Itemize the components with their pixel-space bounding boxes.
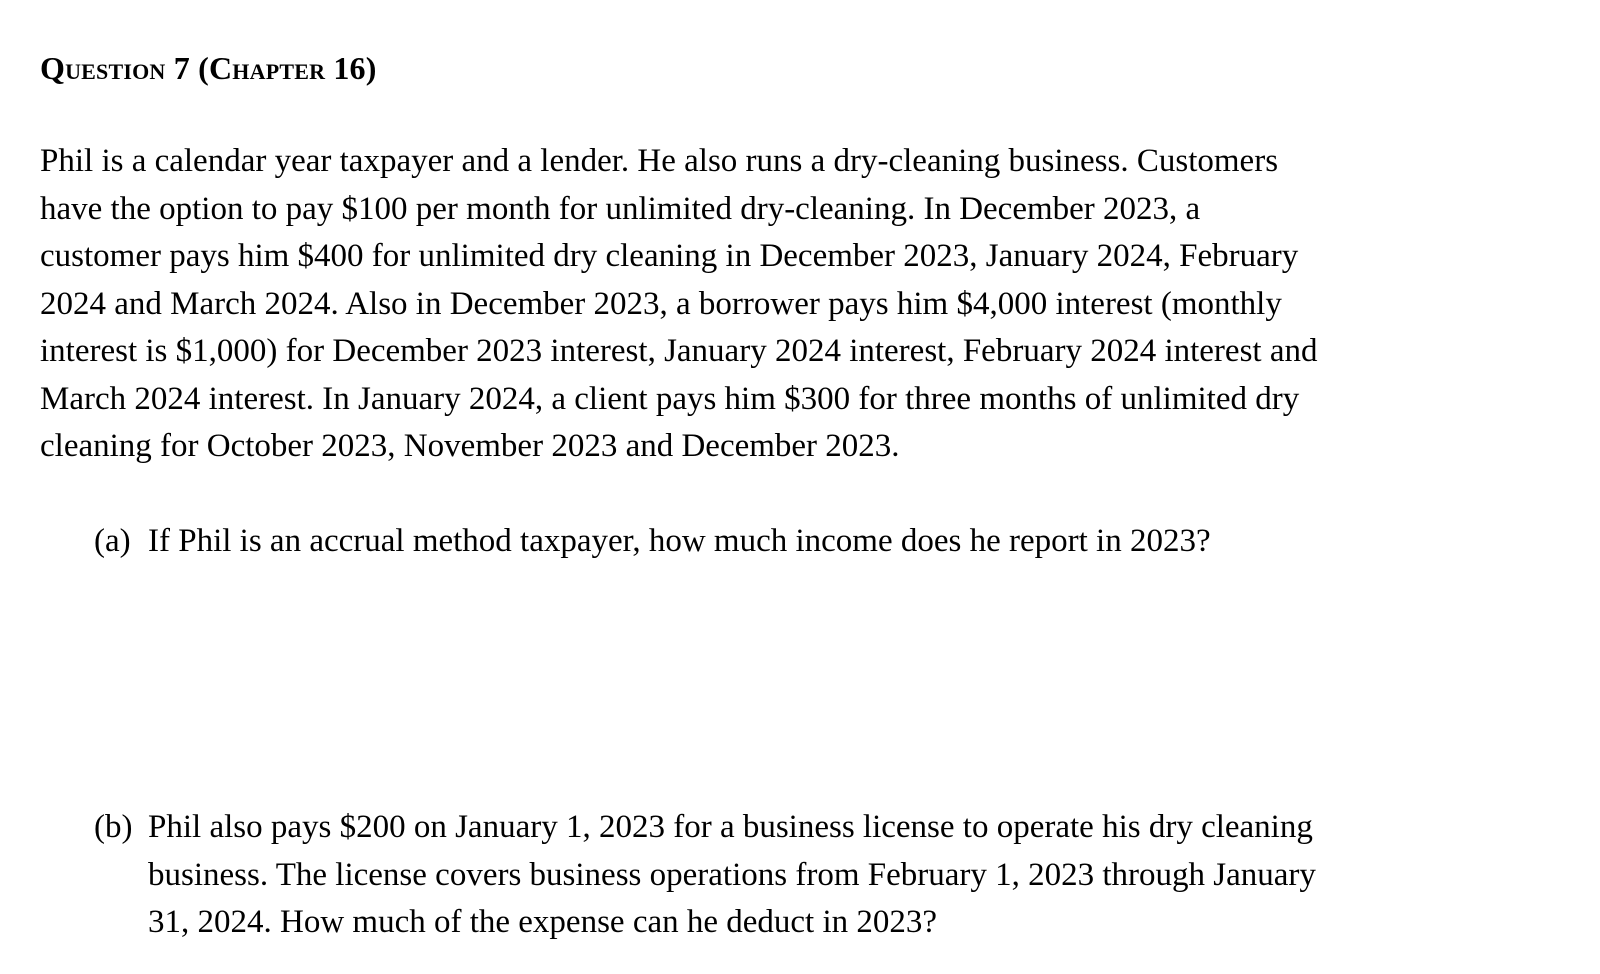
- paragraph-line: March 2024 interest. In January 2024, a client pays him $300 for three months of unlimited dry: [40, 380, 1300, 417]
- sub-question-line: 31, 2024. How much of the expense can he deduct in 2023?: [148, 904, 938, 940]
- sub-question-a: [94, 518, 1494, 566]
- sub-question-text: [94, 804, 1494, 947]
- sub-question-line: Phil also pays $200 on January 1, 2023 for a business license to operate his dry cleaning: [148, 809, 1313, 845]
- sub-question-marker: (a): [94, 523, 131, 559]
- sub-question-line: If Phil is an accrual method taxpayer, how much income does he report in 2023?: [148, 523, 1211, 559]
- sub-question-marker: (b): [94, 809, 133, 845]
- paragraph-line: interest is $1,000) for December 2023 interest, January 2024 interest, February 2024 interest and: [40, 333, 1318, 369]
- paragraph-line: 2024 and March 2024. Also in December 2023, a borrower pays him $4,000 interest (monthly: [40, 285, 1282, 322]
- paragraph-line: customer pays him $400 for unlimited dry cleaning in December 2023, January 2024, February: [40, 238, 1299, 274]
- question-heading: Question 7 (Chapter 16): [40, 50, 377, 86]
- paragraph-line: have the option to pay $100 per month for unlimited dry-cleaning. In December 2023, a: [40, 190, 1201, 227]
- sub-question-line: business. The license covers business operations from February 1, 2023 through January: [148, 856, 1316, 893]
- sub-question-text: [94, 518, 1494, 566]
- question-paragraph: [40, 138, 1490, 471]
- paragraph-line: cleaning for October 2023, November 2023 and December 2023.: [40, 428, 900, 464]
- sub-question-b: [94, 804, 1494, 947]
- paragraph-line: Phil is a calendar year taxpayer and a lender. He also runs a dry-cleaning business. Customers: [40, 143, 1279, 179]
